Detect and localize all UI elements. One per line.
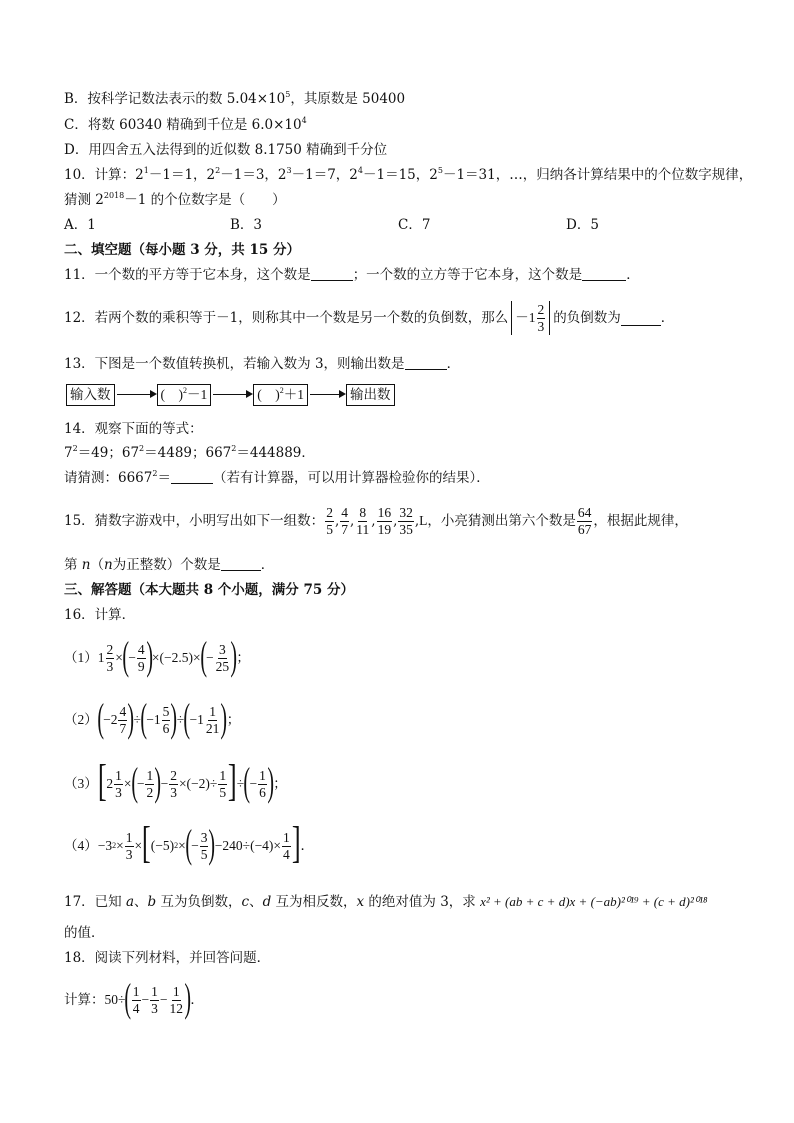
q15-frac-2: $\frac{4}{7}$ bbox=[341, 504, 348, 537]
q10-options bbox=[64, 216, 599, 234]
q15-frac-4: $\frac{16}{19}$ bbox=[377, 504, 392, 537]
section3-title: 三、解答题（本大题共 8 个小题，满分 75 分） bbox=[64, 582, 354, 598]
input-box: 输入数 bbox=[66, 384, 115, 406]
output-box: 输出数 bbox=[346, 384, 395, 406]
q10-option-d: D．5 bbox=[566, 217, 599, 233]
q18-title: 18．阅读下列材料，并回答问题． bbox=[64, 950, 271, 966]
q9-option-d: D．用四舍五入法得到的近似数 8.1750 精确到千分位 bbox=[64, 142, 388, 158]
q12: 12．若两个数的乘积等于－1，则称其中一个数是另一个数的负倒数，那么 －1 $\frac{2}{3}$ 的负倒数为 ． bbox=[64, 301, 675, 334]
square-minus-box: ( )$^2$－1 bbox=[157, 384, 212, 406]
q13-text: 13．下图是一个数值转换机，若输入数为 3，则输出数是 ． bbox=[64, 356, 461, 372]
arrow-icon bbox=[211, 384, 253, 404]
q14-guess: 请猜测：$6667^2=$ （若有计算器，可以用计算器检验你的结果）． bbox=[64, 469, 490, 486]
q11-blank-1 bbox=[311, 266, 353, 281]
q16-part2: （2） ( −2 $\frac{4}{7}$ ) ÷ ( −1 $\frac{5}{6}$ ) ÷ ( −1 $\frac{1}{21}$ ) ； bbox=[64, 695, 241, 740]
q11-blank-2 bbox=[582, 266, 626, 281]
q10-line1: 10．计算：$2^1-1=1$，$2^2-1=3$，$2^3-1=7$，$2^4-1=15$，$2^5-1=31$，…，归纳各计算结果中的个位数字规律， bbox=[64, 166, 753, 183]
q15-frac-6: $\frac{64}{67}$ bbox=[577, 504, 592, 537]
q18-calc: 计算： 50÷ ( $\frac{1}{4}$ − $\frac{1}{3}$ − $\frac{1}{12}$ ) ． bbox=[64, 975, 204, 1020]
q14-blank bbox=[171, 469, 213, 484]
q16-title: 16．计算． bbox=[64, 607, 136, 623]
arrow-icon bbox=[115, 384, 157, 404]
q15-line2: 第 n（n为正整数）个数是 ． bbox=[64, 557, 275, 573]
q14-equations: $7^2=49$；$67^2=4489$；$667^2=444889$． bbox=[64, 444, 315, 461]
q17-line1: 17．已知 a、b 互为负倒数，c、d 互为相反数，x 的绝对值为 3，求 x² + (ab + c + d)x + (−ab)²⁰¹⁹ + (c + d)²⁰¹⁸ bbox=[64, 894, 708, 910]
q15-frac-1: $\frac{2}{5}$ bbox=[326, 504, 333, 537]
q12-blank bbox=[621, 311, 661, 326]
q17-line2: 的值． bbox=[64, 925, 105, 941]
q10-option-b: B．3 bbox=[230, 217, 263, 233]
q9-option-b: B．按科学记数法表示的数 $5.04\times 10^5$，其原数是 50400 bbox=[64, 90, 406, 107]
q15-blank bbox=[221, 556, 261, 571]
q10-line2: 猜测 $2^{2018}-1$ 的个位数字是（ ） bbox=[64, 191, 286, 208]
q15-frac-3: $\frac{8}{11}$ bbox=[356, 504, 370, 537]
q17-expression: x² + (ab + c + d)x + (−ab)²⁰¹⁹ + (c + d)²⁰¹⁸ bbox=[480, 894, 708, 909]
conversion-machine-diagram bbox=[66, 384, 395, 406]
square-plus-box: ( )$^2$＋1 bbox=[253, 384, 308, 406]
q16-part3: （3） [ 2 $\frac{1}{3}$ × ( − $\frac{1}{2}$ ) − $\frac{2}{3}$ ×(−2)÷ $\frac{1}{5}$ ] ÷ ( − $\frac{1}{6}$ ) ； bbox=[64, 756, 287, 805]
q15-frac-5: $\frac{32}{35}$ bbox=[399, 504, 413, 537]
abs-bar-left bbox=[511, 301, 512, 335]
q15-line1: 15．猜数字游戏中，小明写出如下一组数： $\frac{2}{5}$ , $\frac{4}{7}$ , $\frac{8}{11}$ , $\frac{16}{19}$ , $\frac{32}{35}$ , L ，小亮猜测出第六个数是 $\frac{64}{67}$ ，根据此规律， bbox=[64, 504, 688, 537]
arrow-icon bbox=[308, 384, 346, 404]
q16-part1: （1） 1 $\frac{2}{3}$ × ( − $\frac{4}{9}$ ) ×(−2.5)× ( − $\frac{3}{25}$ ) ； bbox=[64, 633, 250, 678]
q9-option-c: C．将数 60340 精确到千位是 $6.0\times 10^4$ bbox=[64, 116, 307, 133]
abs-bar-right bbox=[549, 301, 550, 335]
q10-option-c: C．7 bbox=[398, 217, 431, 233]
q14-title: 14．观察下面的等式： bbox=[64, 421, 203, 437]
q16-part4: （4） −3 2 × $\frac{1}{3}$ × [ (−5) 2 × ( − $\frac{3}{5}$ ) −240÷(−4)× $\frac{1}{4}$ ] ． bbox=[64, 818, 314, 867]
section2-title: 二、填空题（每小题 3 分，共 15 分） bbox=[64, 242, 300, 258]
q11: 11．一个数的平方等于它本身，这个数是 ；一个数的立方等于它本身，这个数是 ． bbox=[64, 267, 640, 283]
q13-blank bbox=[405, 355, 447, 370]
q10-option-a: A．1 bbox=[64, 217, 96, 233]
